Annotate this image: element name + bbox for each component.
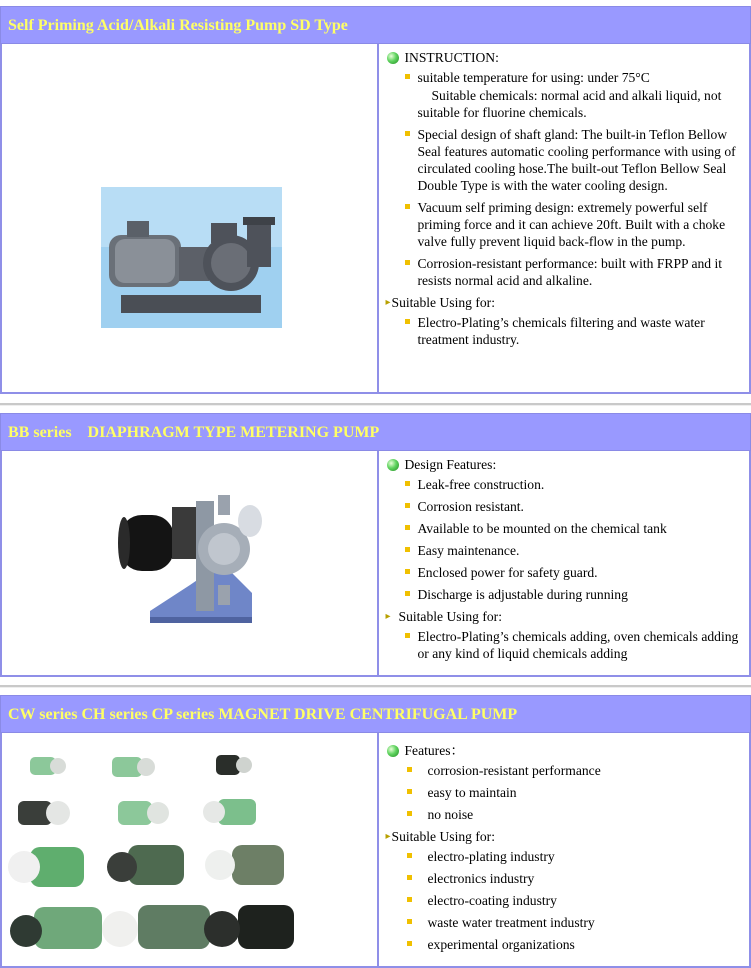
green-bullet-icon xyxy=(387,52,399,64)
cw-heading: Features： xyxy=(385,742,743,759)
list-item: electro-coating industry xyxy=(385,892,743,909)
list-item: Electro-Plating’s chemicals adding, oven chemicals adding or any kind of liquid chemicals adding xyxy=(385,628,743,662)
bb-features-list xyxy=(385,476,743,603)
list-item: electro-plating industry xyxy=(385,848,743,865)
bb-using-list xyxy=(385,628,743,662)
list-item: Available to be mounted on the chemical tank xyxy=(385,520,743,537)
cw-pumps-photo xyxy=(8,749,298,959)
cw-section xyxy=(0,695,751,968)
bb-pump-photo xyxy=(112,493,272,633)
sd-using-heading: ▸ Suitable Using for: xyxy=(385,295,495,310)
cw-image-cell xyxy=(2,733,379,966)
bb-section xyxy=(0,413,751,677)
green-bullet-icon xyxy=(387,745,399,757)
sd-text-cell xyxy=(379,44,749,392)
sd-heading: INSTRUCTION: xyxy=(385,49,743,66)
sd-title: Self Priming Acid/Alkali Resisting Pump SD Type xyxy=(0,6,751,44)
sd-using-list xyxy=(385,314,743,348)
list-item: Discharge is adjustable during running xyxy=(385,586,743,603)
bb-image-cell xyxy=(2,451,379,675)
list-item: electronics industry xyxy=(385,870,743,887)
list-item: Leak-free construction. xyxy=(385,476,743,493)
list-item: Vacuum self priming design: extremely powerful self priming force and it can achieve 20ft. Built with a choke valve fully prevent liquid back-flow in the pump. xyxy=(385,199,743,250)
sd-section xyxy=(0,6,751,394)
cw-features-list xyxy=(385,762,743,823)
list-item: waste water treatment industry xyxy=(385,914,743,931)
arrow-bullet-icon: ▸ xyxy=(385,831,391,842)
cw-using-list xyxy=(385,848,743,953)
bb-heading: Design Features: xyxy=(385,456,743,473)
arrow-bullet-icon: ▸ xyxy=(385,297,391,308)
bb-text-cell xyxy=(379,451,749,675)
cw-title: CW series CH series CP series MAGNET DRIVE CENTRIFUGAL PUMP xyxy=(0,695,751,733)
list-item: suitable temperature for using: under 75°C xyxy=(385,69,743,86)
section-divider xyxy=(0,403,751,406)
list-item: Easy maintenance. xyxy=(385,542,743,559)
list-item: no noise xyxy=(385,806,743,823)
list-item: Enclosed power for safety guard. xyxy=(385,564,743,581)
list-item: Special design of shaft gland: The built-in Teflon Bellow Seal features automatic cooling performance with using of circulated cooling hose.The built-out Teflon Bellow Seal Double Type is with the water cooling design. xyxy=(385,126,743,194)
bb-using-heading: ▸ Suitable Using for: xyxy=(385,609,502,624)
list-item: Electro-Plating’s chemicals filtering and waste water treatment industry. xyxy=(385,314,743,348)
green-bullet-icon xyxy=(387,459,399,471)
sd-instruction-list xyxy=(385,69,743,86)
arrow-bullet-icon: ▸ xyxy=(385,611,391,622)
sd-pump-photo xyxy=(101,187,282,328)
list-item: Corrosion-resistant performance: built with FRPP and it resists normal acid and alkaline. xyxy=(385,255,743,289)
list-item: easy to maintain xyxy=(385,784,743,801)
list-item: experimental organizations xyxy=(385,936,743,953)
list-item: Corrosion resistant. xyxy=(385,498,743,515)
sd-chemicals-note: Suitable chemicals: normal acid and alkali liquid, not suitable for fluorine chemicals. xyxy=(417,88,722,120)
sd-image-cell xyxy=(2,44,379,392)
list-item: corrosion-resistant performance xyxy=(385,762,743,779)
cw-text-cell xyxy=(379,733,749,966)
bb-title: BB series DIAPHRAGM TYPE METERING PUMP xyxy=(0,413,751,451)
cw-using-heading: ▸ Suitable Using for: xyxy=(385,829,495,844)
section-divider xyxy=(0,685,751,688)
